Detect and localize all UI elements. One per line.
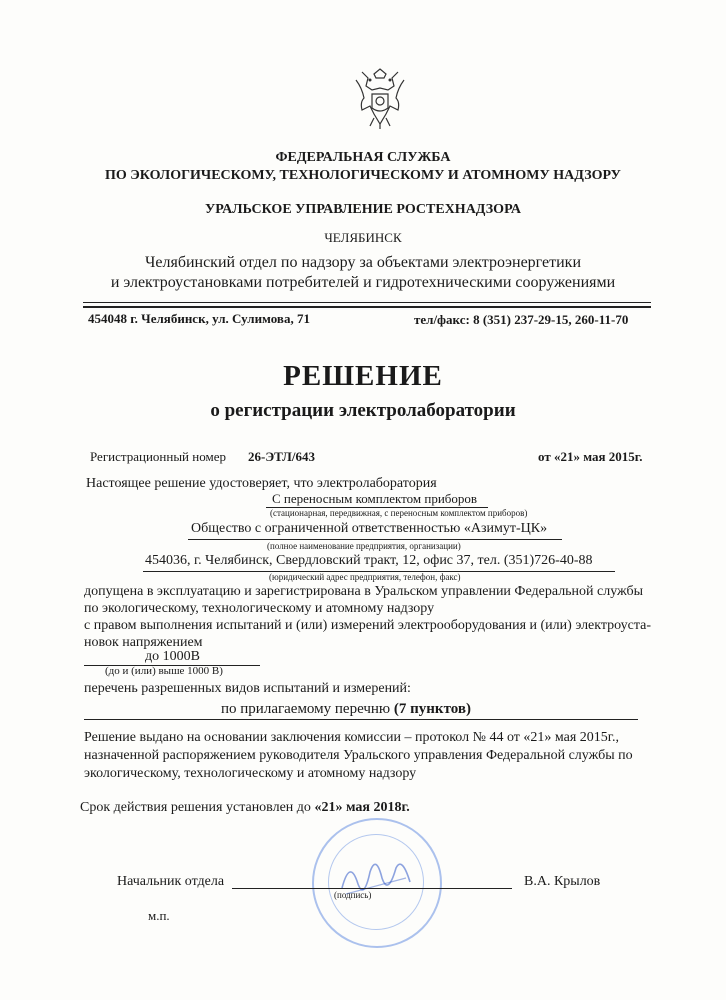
validity-text bbox=[80, 800, 410, 816]
signature-hint: (подпись) bbox=[334, 890, 372, 900]
admitted-line2: по экологическому, технологическому и атомному надзору bbox=[84, 601, 435, 616]
org-name-hint: (полное наименование предприятия, организации) bbox=[267, 541, 461, 551]
org-name-underline bbox=[188, 539, 562, 540]
voltage-value: до 1000В bbox=[145, 649, 200, 664]
tests-list-value bbox=[221, 701, 471, 718]
tests-list-label: перечень разрешенных видов испытаний и измерений: bbox=[84, 681, 411, 696]
lab-type-hint: (стационарная, передвижная, с переносным комплектом приборов) bbox=[270, 508, 528, 518]
basis-line1: Решение выдано на основании заключения комиссии – протокол № 44 от «21» мая 2015г., bbox=[84, 730, 619, 745]
issuer-address: 454048 г. Челябинск, ул. Сулимова, 71 bbox=[88, 311, 310, 326]
signer-name: В.А. Крылов bbox=[524, 874, 601, 889]
department-line2: и электроустановками потребителей и гидротехническими сооружениями bbox=[110, 274, 616, 291]
org-address-value: 454036, г. Челябинск, Свердловский тракт, 12, офис 37, тел. (351)726-40-88 bbox=[145, 553, 593, 568]
tests-list-underline bbox=[84, 719, 638, 720]
service-name-line1: ФЕДЕРАЛЬНАЯ СЛУЖБА bbox=[275, 150, 451, 165]
intro-text: Настоящее решение удостоверяет, что электролаборатория bbox=[86, 476, 437, 491]
org-name-value: Общество с ограниченной ответственностью «Азимут-ЦК» bbox=[191, 521, 548, 536]
rights-line1: с правом выполнения испытаний и (или) измерений электрооборудования и (или) электроуста- bbox=[84, 618, 652, 633]
service-name-line2: ПО ЭКОЛОГИЧЕСКОМУ, ТЕХНОЛОГИЧЕСКОМУ И АТОМНОМУ НАДЗОРУ bbox=[105, 168, 621, 183]
signer-position: Начальник отдела bbox=[117, 874, 225, 889]
voltage-hint: (до и (или) выше 1000 В) bbox=[105, 665, 223, 677]
issuer-phone: тел/факс: 8 (351) 237-29-15, 260-11-70 bbox=[414, 312, 629, 327]
city-name: ЧЕЛЯБИНСК bbox=[324, 230, 402, 245]
signature-line bbox=[232, 888, 512, 889]
header-divider-bottom bbox=[83, 306, 651, 308]
validity-plain: Срок действия решения установлен до bbox=[80, 800, 315, 815]
tests-list-plain: по прилагаемому перечню bbox=[221, 701, 394, 717]
registration-label: Регистрационный номер bbox=[90, 449, 226, 464]
lab-type-value: С переносным комплектом приборов bbox=[272, 491, 478, 506]
department-line1: Челябинский отдел по надзору за объектами электроэнергетики bbox=[144, 254, 582, 271]
document-title: РЕШЕНИЕ bbox=[283, 360, 443, 392]
header-divider-top bbox=[83, 302, 651, 303]
tests-list-count: (7 пунктов) bbox=[393, 701, 471, 717]
validity-date: «21» мая 2018г. bbox=[314, 800, 410, 815]
seal-place-label: м.п. bbox=[148, 908, 170, 923]
rights-line2: новок напряжением bbox=[84, 635, 203, 650]
basis-line2: назначенной распоряжением руководителя Уральского управления Федеральной службы по bbox=[84, 748, 633, 763]
basis-line3: экологическому, технологическому и атомному надзору bbox=[84, 766, 417, 781]
document-subtitle: о регистрации электролаборатории bbox=[210, 400, 516, 421]
admitted-line1: допущена в эксплуатацию и зарегистрирована в Уральском управлении Федеральной службы bbox=[84, 584, 644, 599]
registration-number: 26-ЭТЛ/643 bbox=[248, 449, 315, 464]
russian-coat-of-arms-icon bbox=[352, 66, 408, 130]
org-address-hint: (юридический адрес предприятия, телефон, факс) bbox=[269, 572, 461, 582]
registration-date: от «21» мая 2015г. bbox=[538, 449, 643, 464]
directorate-name: УРАЛЬСКОЕ УПРАВЛЕНИЕ РОСТЕХНАДЗОРА bbox=[205, 202, 521, 217]
official-seal-stamp bbox=[312, 818, 442, 948]
